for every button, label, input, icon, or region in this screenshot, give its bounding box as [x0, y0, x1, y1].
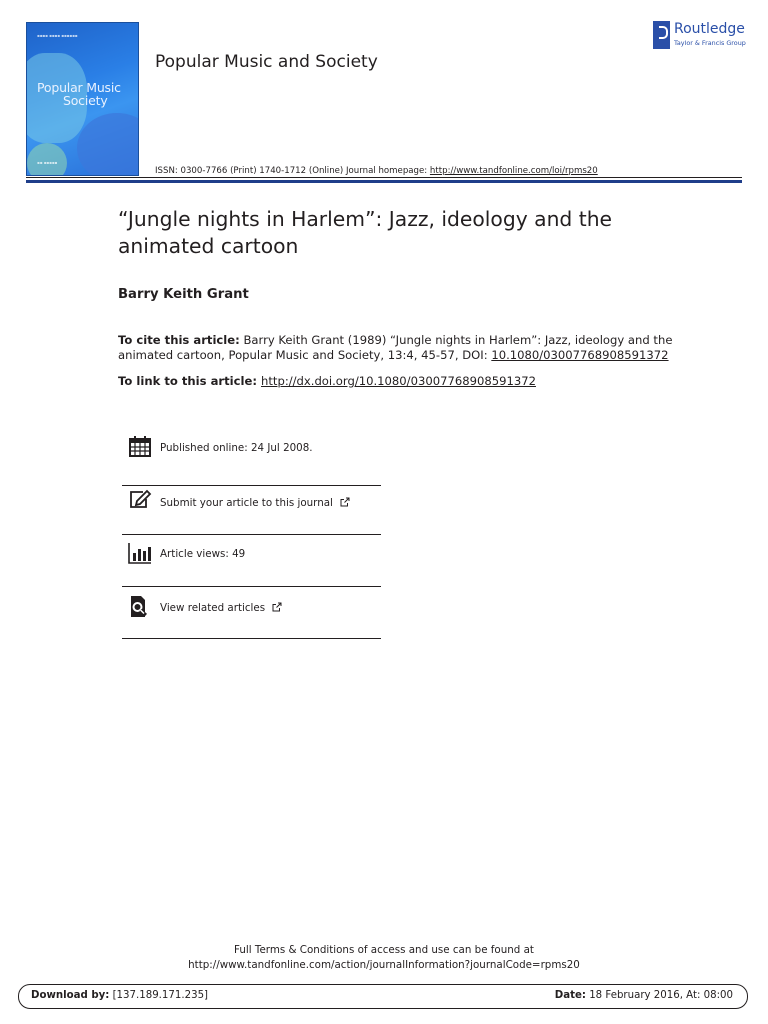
cite-text: Barry Keith Grant (1989) “Jungle nights in Harlem”: Jazz, ideology and the animated cartoon, Popular Music and Society, 13:4, 45-57, DOI:: [118, 333, 673, 362]
published-row: [122, 434, 381, 486]
related-label: View related articles: [160, 602, 266, 614]
related-link[interactable]: [160, 602, 282, 614]
link-label: To link to this article:: [118, 374, 262, 388]
link-line: [118, 374, 536, 388]
routledge-logo-icon: [653, 21, 670, 49]
bar-chart-icon: [128, 541, 152, 565]
journal-cover-image: ▪▪▪▪ ▪▪▪▪ ▪▪▪▪▪▪ Popular Music Society ▪▪ ▪▪▪▪▪: [26, 22, 139, 176]
cite-label: To cite this article:: [118, 333, 240, 347]
submit-row[interactable]: [122, 483, 381, 535]
edit-icon: [128, 488, 152, 512]
article-title: “Jungle nights in Harlem”: Jazz, ideology and the animated cartoon: [118, 207, 613, 258]
publisher-logo: [653, 21, 753, 53]
journal-homepage-link[interactable]: http://www.tandfonline.com/loi/rpms20: [429, 166, 598, 176]
external-link-icon: [272, 602, 282, 612]
related-row[interactable]: [122, 587, 381, 639]
journal-title: Popular Music and Society: [155, 52, 378, 72]
article-author: Barry Keith Grant: [118, 287, 249, 302]
row-divider: [122, 638, 381, 639]
views-count: Article views: 49: [160, 548, 246, 560]
terms-note: [0, 943, 768, 973]
article-doi-link[interactable]: http://dx.doi.org/10.1080/03007768908591372: [261, 374, 536, 388]
issn-line: [155, 166, 598, 176]
submit-label: Submit your article to this journal: [160, 497, 333, 509]
citation-block: [118, 333, 678, 363]
header-divider-thin: [26, 177, 742, 178]
publisher-name: Routledge: [674, 21, 745, 37]
download-date: Date: 18 February 2016, At: 08:00: [554, 990, 733, 1001]
calendar-icon: [128, 434, 152, 458]
search-document-icon: [128, 595, 152, 619]
terms-line1: Full Terms & Conditions of access and use can be found at: [234, 944, 534, 956]
terms-url[interactable]: http://www.tandfonline.com/action/journalInformation?journalCode=rpms20: [188, 959, 580, 971]
issn-text: ISSN: 0300-7766 (Print) 1740-1712 (Online) Journal homepage:: [155, 166, 430, 176]
submit-link[interactable]: [160, 497, 350, 509]
publisher-subname: Taylor & Francis Group: [674, 39, 746, 47]
cite-doi-link[interactable]: 10.1080/03007768908591372: [491, 348, 669, 362]
published-date: Published online: 24 Jul 2008.: [160, 442, 313, 454]
views-row: [122, 535, 381, 587]
cover-title: Popular Music Society: [37, 80, 121, 108]
download-by: Download by: [137.189.171.235]: [31, 990, 209, 1001]
header-divider-thick: [26, 180, 742, 183]
external-link-icon: [340, 497, 350, 507]
download-info-bar: [18, 984, 748, 1009]
